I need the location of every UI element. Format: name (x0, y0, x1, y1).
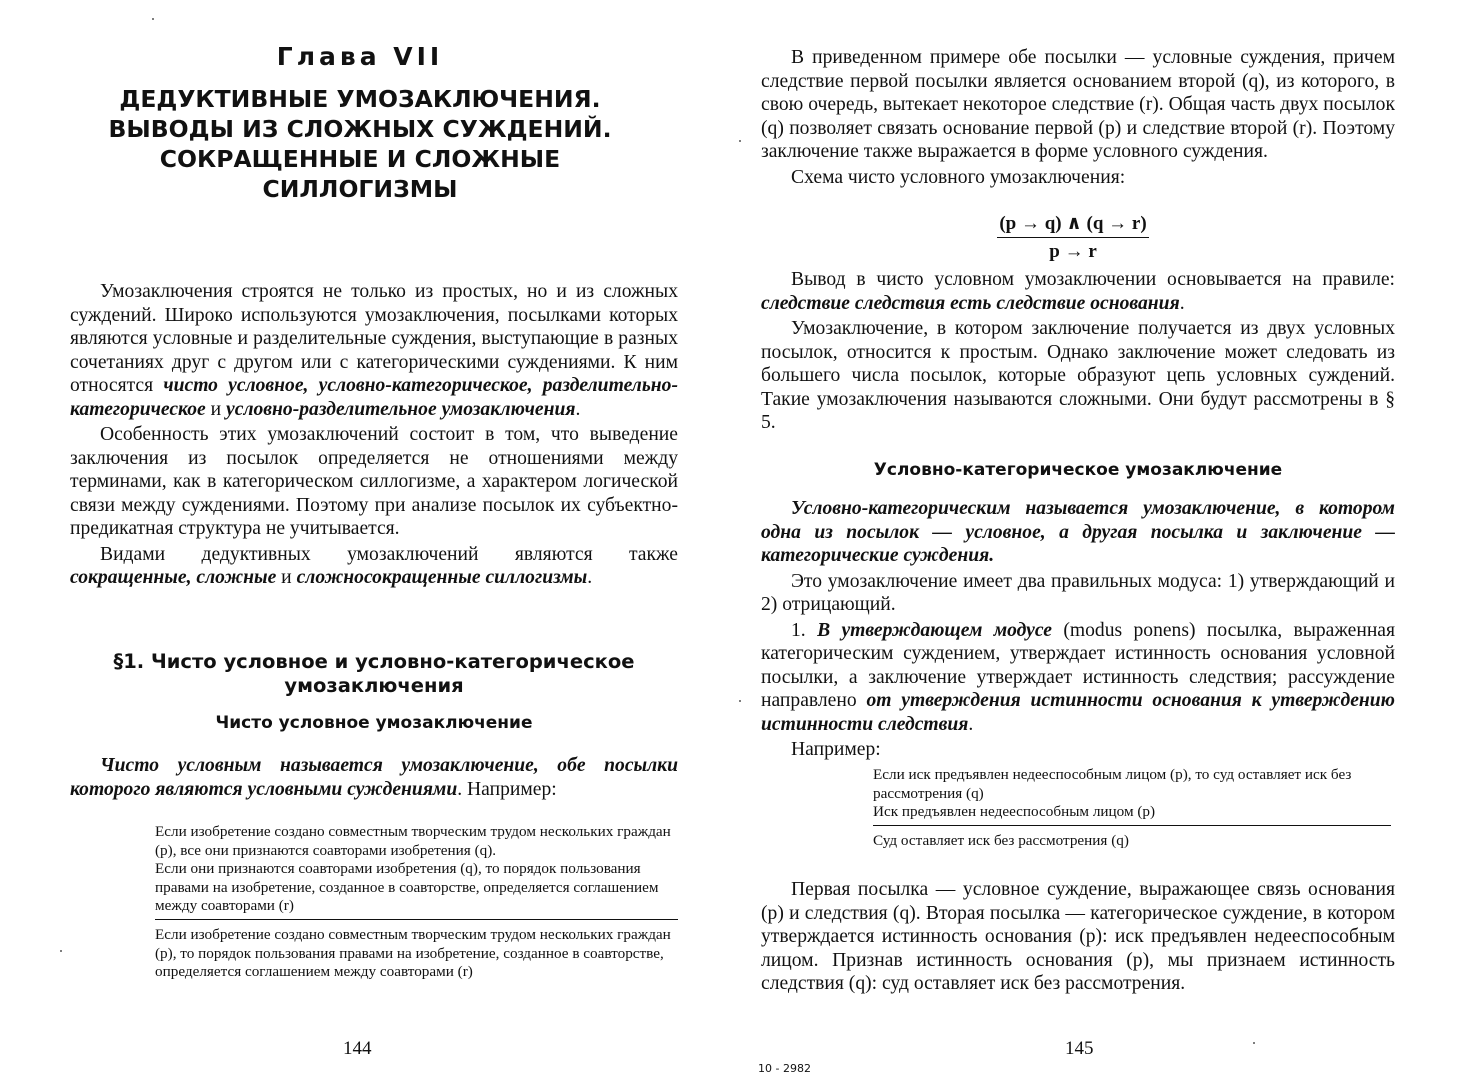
formula-denominator: p → r (1049, 241, 1097, 262)
paragraph-text: . (968, 713, 974, 735)
example-box (155, 823, 678, 982)
definition (70, 754, 678, 801)
example-conclusion: Суд оставляет иск без рассмотрения (q) (873, 831, 1129, 849)
paragraph-text: Видами дедуктивных умозаключений являются также (100, 543, 678, 565)
paragraph (761, 268, 1395, 315)
right-body-low (761, 497, 1395, 762)
scan-speck (152, 18, 154, 20)
example-premise: Если иск предъявлен недееспособным лицом (р), то суд оставляет иск без рассмотрения (q) (873, 766, 1352, 802)
example-conclusion: Если изобретение создано совместным творческим трудом нескольких граждан (р), то порядок пользования правами на изобретение, созданное в соавторстве, определяется соглашением между соавторами (r) (155, 925, 671, 981)
example-box (873, 766, 1391, 850)
paragraph: Схема чисто условного умозаключения: (791, 166, 1126, 188)
scan-speck (1253, 1042, 1255, 1044)
paragraph-text: . Например: (457, 778, 557, 800)
inference-line (155, 919, 678, 920)
left-page (0, 0, 733, 1090)
section-heading-line: §1. Чисто условное и условно-категорическое (113, 650, 635, 673)
emphasis-text: сокращенные, сложные (70, 567, 277, 588)
example-premise: Иск предъявлен недееспособным лицом (р) (873, 803, 1156, 821)
paragraph: В приведенном примере обе посылки — условные суждения, причем следствие первой посылки является основанием второй (q), из которого, в свою очередь, вытекает некоторое следствие (r). Общая часть двух посылок (q) позволяет связать основание первой (р) и следствие второй (r). Поэтому заключение также выражается в форме условного суждения. (761, 47, 1395, 162)
paragraph-text: 1. (791, 619, 818, 641)
subsection-heading: Условно-категорическое умозаключение (873, 460, 1283, 480)
paragraph-text: . (587, 567, 593, 588)
paragraph (70, 543, 678, 590)
paragraph: Например: (791, 739, 881, 760)
chapter-title-line: ДЕДУКТИВНЫЕ УМОЗАКЛЮЧЕНИЯ. (119, 85, 601, 113)
chapter-title-line: СОКРАЩЕННЫЕ И СЛОЖНЫЕ СИЛЛОГИЗМЫ (159, 145, 561, 203)
scan-speck (739, 140, 741, 142)
right-body-mid (761, 268, 1395, 435)
page-number: 145 (1065, 1038, 1094, 1059)
emphasis-text: от утверждения истинности основания к утверждению истинности следствия (761, 690, 1395, 735)
paragraph-text: . (1179, 292, 1185, 314)
definition-text: Чисто условным называется умозаключение, обе посылки которого являются условными суждениями (70, 755, 678, 800)
emphasis-text: В утверждающем модусе (817, 619, 1052, 641)
signature-mark: 10 - 2982 (758, 1062, 811, 1075)
emphasis-text: условно-разделительное умозаключения (226, 398, 576, 420)
chapter-title-line: ВЫВОДЫ ИЗ СЛОЖНЫХ СУЖДЕНИЙ. (108, 115, 612, 143)
paragraph-text: и (205, 398, 227, 420)
paragraph: Первая посылка — условное суждение, выражающее связь основания (р) и следствия (q). Вторая посылка — категорическое суждение, в котором утверждается истинность основания (р): иск предъявлен недееспособным лицом. Признав истинность основания (р), мы признаем истинность следствия (q): суд оставляет иск без рассмотрения. (761, 879, 1395, 994)
formula-numerator: (p → q) ∧ (q → r) (997, 212, 1148, 238)
page-number: 144 (343, 1038, 372, 1059)
emphasis-text: чисто условное, условно-категорическое, разделительно-категорическое (70, 375, 678, 420)
chapter-heading: Глава VII (276, 42, 444, 71)
left-body (70, 280, 678, 590)
emphasis-text: сложносокращенные силлогизмы (296, 567, 588, 588)
paragraph-text: . (575, 398, 581, 420)
chapter-title (60, 84, 660, 204)
paragraph-text: Умозаключения строятся не только из простых, но и из сложных суждений. Широко используются умозаключения, посылками которых являются условные и разделительные суждения, выступающие в разных сочетаниях друг с другом или с категорическими суждениями. К ним относятся (70, 281, 678, 396)
scan-speck (60, 950, 62, 952)
paragraph (70, 280, 678, 421)
section-heading-line: умозаключения (284, 674, 464, 697)
paragraph: Умозаключение, в котором заключение получается из двух условных посылок, относится к простым. Однако заключение может следовать из большего числа посылок, которые образуют цепь условных суждений. Такие умозаключения называются сложными. Они будут рассмотрены в § 5. (761, 318, 1395, 433)
inference-line (873, 825, 1391, 826)
section-heading (70, 650, 678, 698)
emphasis-text: следствие следствия есть следствие основания (761, 292, 1180, 314)
scan-speck (739, 700, 741, 702)
paragraph: Особенность этих умозаключений состоит в том, что выведение заключения из посылок определяется не отношениями между терминами, как в категорическом силлогизме, а характером логической связи между суждениями. Поэтому при анализе посылок их субъектно-предикатная структура не учитывается. (70, 424, 678, 539)
right-body-bottom (761, 878, 1395, 996)
paragraph: Это умозаключение имеет два правильных модуса: 1) утверждающий и 2) отрицающий. (761, 570, 1395, 615)
formula (988, 212, 1158, 263)
right-body-top (761, 46, 1395, 189)
example-premise: Если изобретение создано совместным творческим трудом нескольких граждан (р), все они признаются соавторами изобретения (q). (155, 823, 671, 859)
definition-text: Условно-категорическим называется умозаключение, в котором одна из посылок — условное, а другая посылка и заключение — категорические суждения. (761, 498, 1395, 566)
paragraph-text: (modus ponens) посылка, выраженная категорическим суждением, утверждает истинность основания условной посылки, а заключение утверждает истинность следствия; рассуждение направлено (761, 619, 1396, 711)
right-page (733, 0, 1467, 1090)
paragraph-text: и (276, 567, 297, 588)
paragraph-text: Вывод в чисто условном умозаключении основывается на правиле: (791, 269, 1395, 290)
paragraph (761, 619, 1395, 737)
subsection-heading: Чисто условное умозаключение (215, 713, 533, 733)
example-premise: Если они признаются соавторами изобретения (q), то порядок пользования правами на изобретение, созданное в соавторстве, определяется соглашением между соавторами (r) (155, 860, 659, 915)
